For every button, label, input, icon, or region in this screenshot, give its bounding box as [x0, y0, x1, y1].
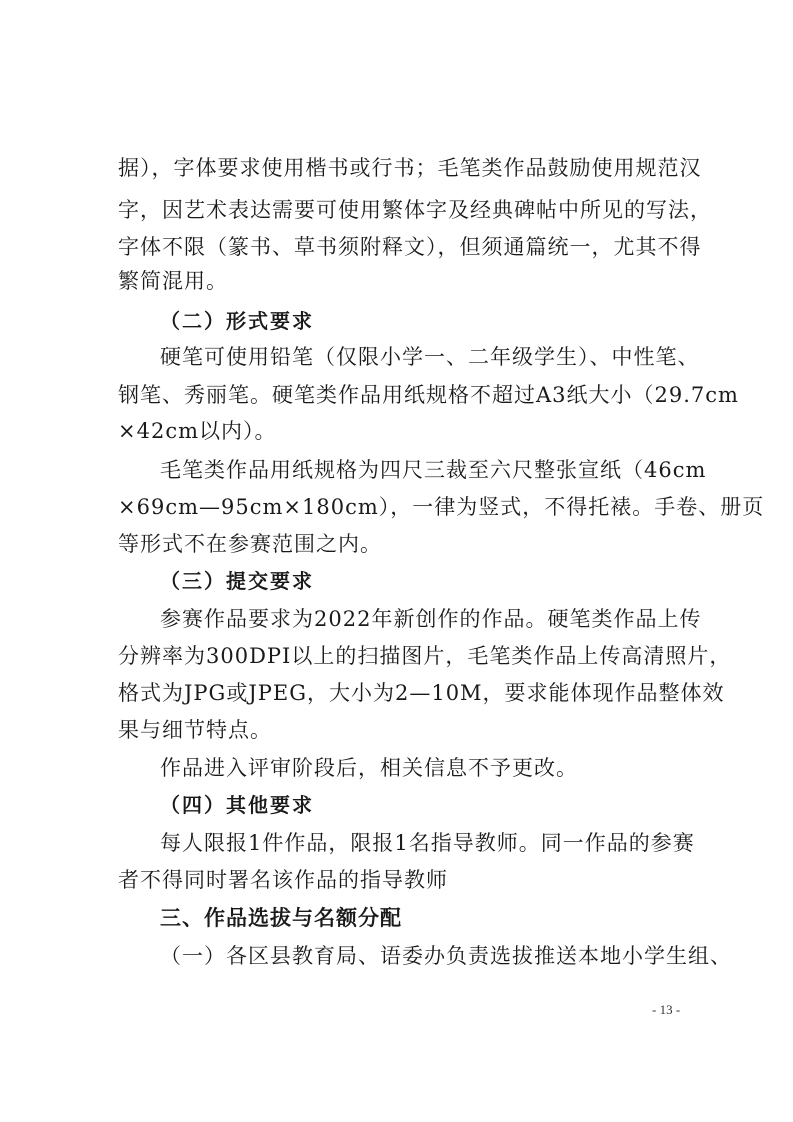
subheading-form-requirements: （二）形式要求: [160, 309, 314, 333]
paragraph-line: 等形式不在参赛范围之内。: [118, 532, 382, 556]
paragraph-line: 硬笔可使用铅笔（仅限小学一、二年级学生）、中性笔、: [160, 345, 700, 369]
paragraph-line: 据），字体要求使用楷书或行书；毛笔类作品鼓励使用规范汉: [118, 156, 702, 180]
paragraph-line: 繁简混用。: [118, 269, 228, 293]
paragraph-line: ×42cm以内）。: [118, 419, 277, 443]
paragraph-line: 作品进入评审阶段后，相关信息不予更改。: [160, 756, 578, 780]
paragraph-line: 钢笔、秀丽笔。硬笔类作品用纸规格不超过A3纸大小（29.7cm: [118, 383, 739, 407]
paragraph-line: 字，因艺术表达需要可使用繁体字及经典碑帖中所见的写法，: [118, 198, 712, 222]
section-heading-selection: 三、作品选拔与名额分配: [160, 906, 402, 930]
paragraph-line: 毛笔类作品用纸规格为四尺三裁至六尺整张宣纸（46cm: [160, 458, 707, 482]
subheading-other-requirements: （四）其他要求: [160, 793, 314, 817]
paragraph-line: 果与细节特点。: [118, 718, 272, 742]
paragraph-line: 每人限报1件作品，限报1名指导教师。同一作品的参赛: [160, 831, 695, 855]
paragraph-line: （一）各区县教育局、语委办负责选拔推送本地小学生组、: [160, 944, 732, 968]
paragraph-line: 字体不限（篆书、草书须附释文），但须通篇统一，尤其不得: [118, 235, 702, 259]
paragraph-line: 分辨率为300DPI以上的扫描图片，毛笔类作品上传高清照片，: [118, 644, 732, 668]
paragraph-line: ×69cm—95cm×180cm），一律为竖式，不得托裱。手卷、册页: [118, 495, 765, 519]
paragraph-line: 格式为JPG或JPEG，大小为2—10M，要求能体现作品整体效: [118, 681, 725, 705]
paragraph-line: 者不得同时署名该作品的指导教师: [118, 868, 448, 892]
page-number: - 13 -: [652, 1002, 681, 1017]
paragraph-line: 参赛作品要求为2022年新创作的作品。硬笔类作品上传: [160, 607, 702, 631]
subheading-submission-requirements: （三）提交要求: [160, 569, 314, 593]
